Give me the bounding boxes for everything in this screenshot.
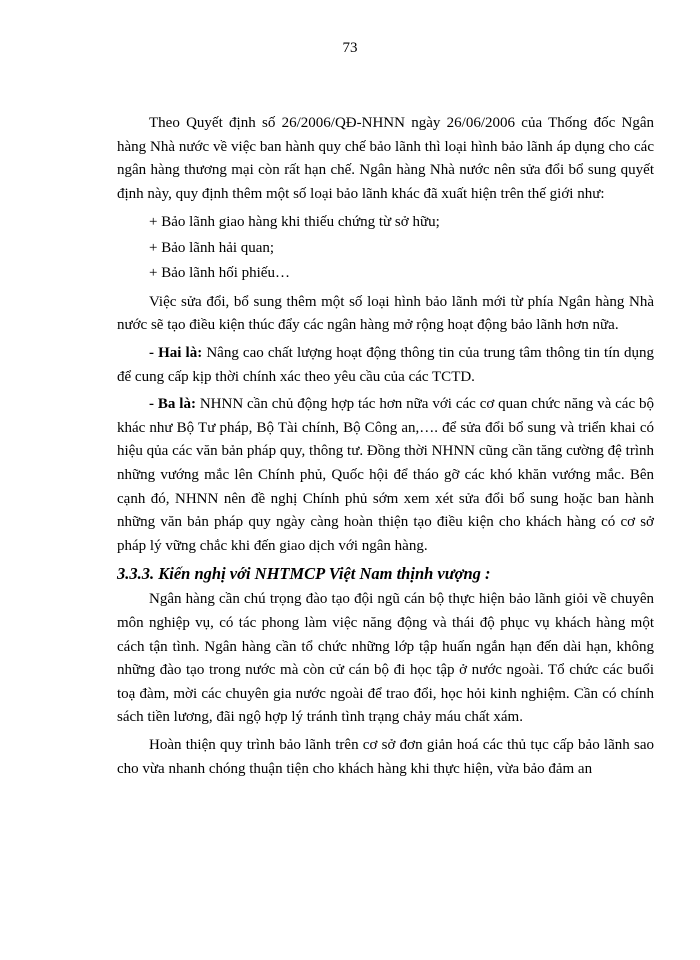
list-item: + Bảo lãnh hối phiếu… [149, 265, 290, 282]
second-point-lead: - Hai là: [149, 345, 203, 362]
list-item: + Bảo lãnh hải quan; [149, 239, 275, 256]
page-number: 73 [342, 40, 358, 56]
paragraph-second-point [117, 342, 654, 389]
section-heading: 3.3.3. Kiến nghị với NHTMCP Việt Nam thịnh vượng : [117, 564, 491, 584]
paragraph-third-point [117, 393, 654, 558]
third-point-text: NHNN cần chủ động hợp tác hơn nữa với các cơ quan chức năng và các bộ khác như Bộ Tư pháp, Bộ Tài chính, Bộ Công an,…. để sửa đổi bổ sung và triển khai có hiệu qủa các văn bản pháp quy, thông tư. Đồng thời NHNN cũng cần tăng cường đệ trình những vướng mắc lên Chính phủ, Quốc hội để tháo gỡ các khó khăn vướng mắc. Bên cạnh đó, NHNN nên đề nghị Chính phủ sớm xem xét sửa đổi bổ sung hoặc ban hành những văn bản pháp quy ngày càng hoàn thiện tạo điều kiện cho khách hàng có cơ sở pháp lý vững chắc khi đến giao dịch với ngân hàng. [117, 396, 654, 554]
paragraph-amendment: Việc sửa đổi, bổ sung thêm một số loại hình bảo lãnh mới từ phía Ngân hàng Nhà nước sẽ tạo điều kiện thúc đẩy các ngân hàng mở rộng hoạt động bảo lãnh hơn nữa. [117, 293, 654, 334]
paragraph-process-improvement: Hoàn thiện quy trình bảo lãnh trên cơ sở đơn giản hoá các thủ tục cấp bảo lãnh sao cho vừa nhanh chóng thuận tiện cho khách hàng khi thực hiện, vừa bảo đảm an [117, 736, 654, 777]
paragraph-decision-26: Theo Quyết định số 26/2006/QĐ-NHNN ngày 26/06/2006 của Thống đốc Ngân hàng Nhà nước về việc ban hành quy chế bảo lãnh thì loại hình bảo lãnh áp dụng cho các ngân hàng thương mại còn rất hạn chế. Ngân hàng Nhà nước nên sửa đổi bổ sung quyết định này, quy định thêm một số loại bảo lãnh khác đã xuất hiện trên thế giới như: [117, 115, 654, 202]
document-body [117, 112, 654, 781]
second-point-text: Nâng cao chất lượng hoạt động thông tin của trung tâm thông tin tín dụng để cung cấp kịp thời chính xác theo yêu cầu của các TCTD. [117, 345, 654, 385]
paragraph-staff-training: Ngân hàng cần chú trọng đào tạo đội ngũ cán bộ thực hiện bảo lãnh giỏi về chuyên môn nghiệp vụ, có tác phong làm việc năng động và thái độ phục vụ khách hàng một cách tận tình. Ngân hàng cần tổ chức những lớp tập huấn ngắn hạn đến dài hạn, không những đào tạo trong nước mà còn cử cán bộ đi học tập ở nước ngoài. Tổ chức các buổi toạ đàm, mời các chuyên gia nước ngoài để trao đổi, học hỏi kinh nghiệm. Cần có chính sách tiền lương, đãi ngộ hợp lý tránh tình trạng chảy máu chất xám. [117, 591, 654, 726]
third-point-lead: - Ba là: [149, 396, 196, 413]
list-item: + Bảo lãnh giao hàng khi thiếu chứng từ sở hữu; [149, 214, 440, 231]
